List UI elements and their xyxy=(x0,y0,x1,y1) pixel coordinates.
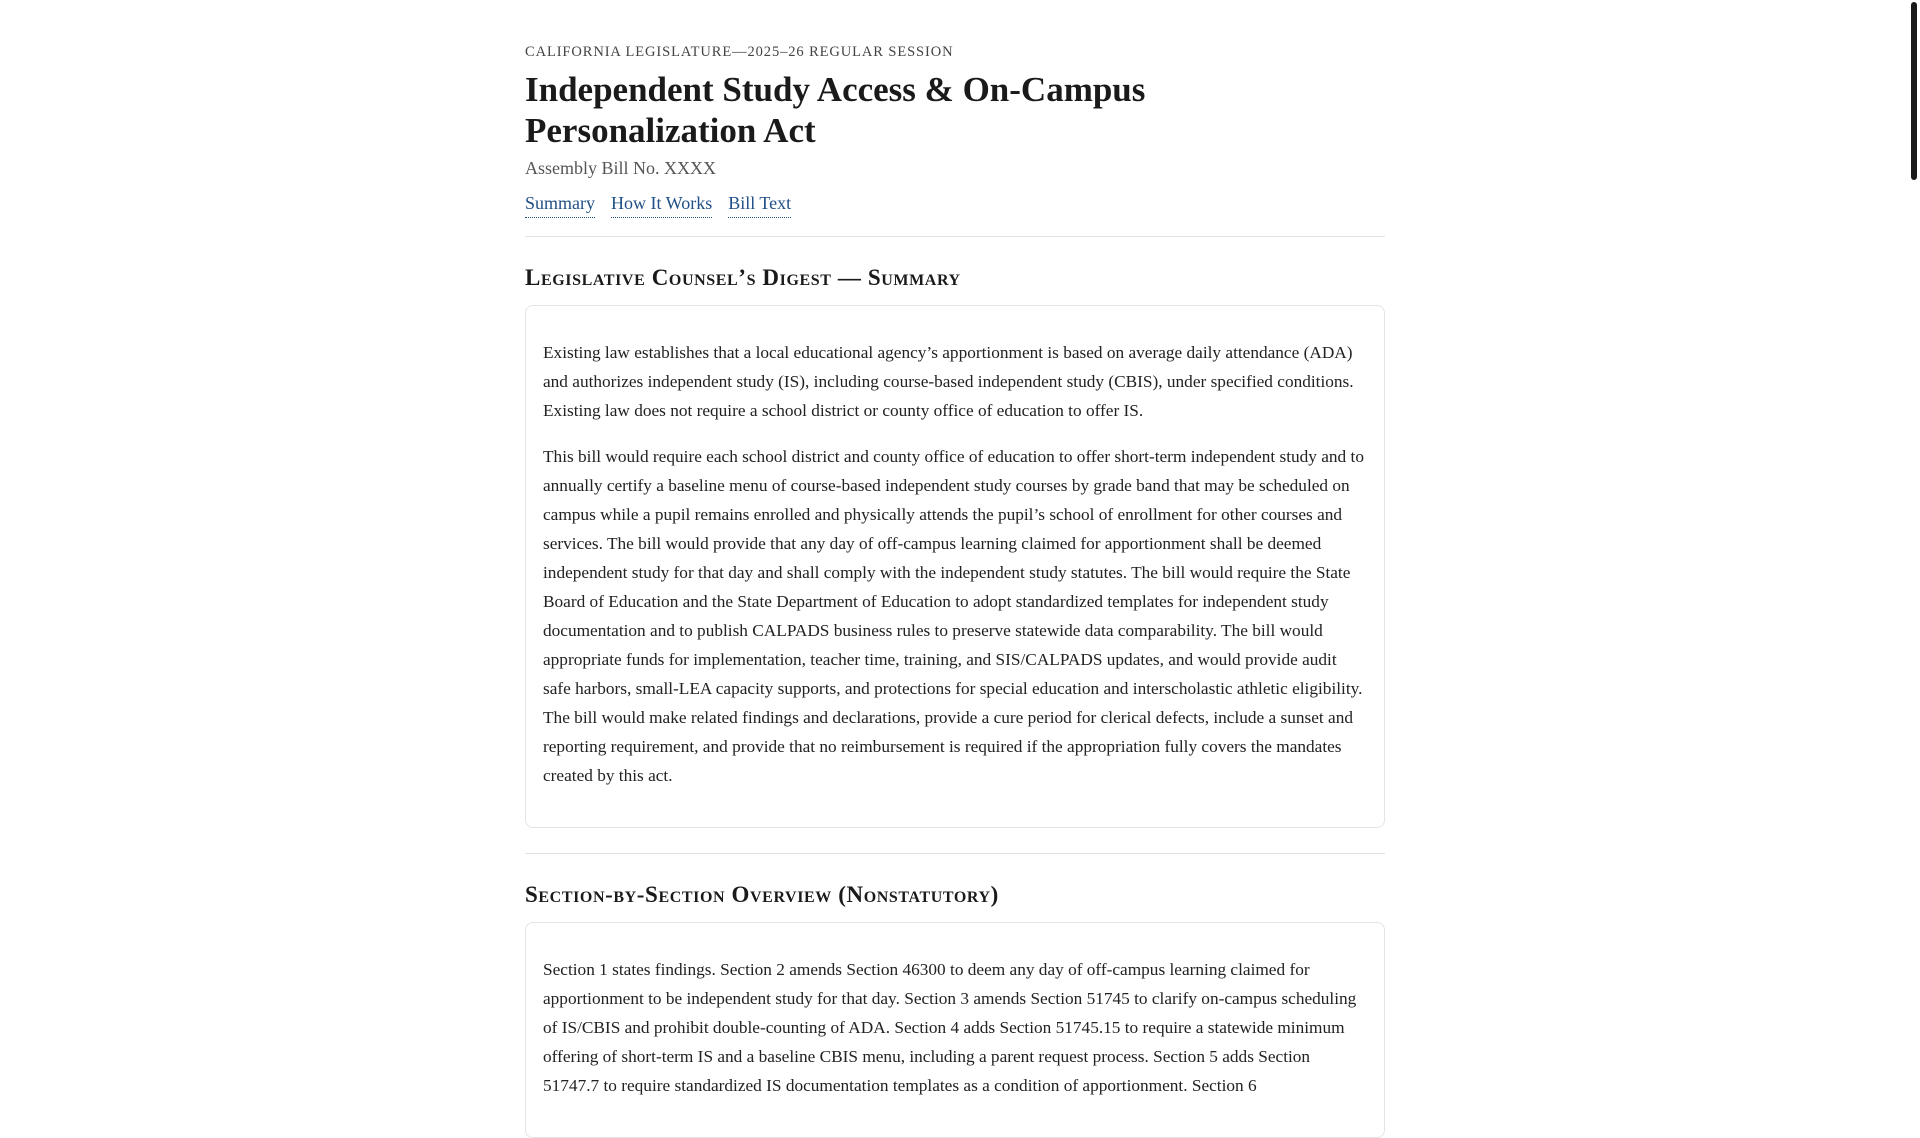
nav-link-bill-text[interactable]: Bill Text xyxy=(728,192,791,218)
digest-paragraph: This bill would require each school district and county office of education to offer short-term independent study and to annually certify a baseline menu of course-based independent study courses by grade band that may be scheduled on campus while a pupil remains enrolled and physically attends the pupil’s school of enrollment for other courses and services. The bill would provide that any day of off-campus learning claimed for apportionment shall be deemed independent study for that day and shall comply with the independent study statutes. The bill would require the State Board of Education and the State Department of Education to adopt standardized templates for independent study documentation and to publish CALPADS business rules to preserve statewide data comparability. The bill would appropriate funds for implementation, teacher time, training, and SIS/CALPADS updates, and would provide audit safe harbors, small-LEA capacity supports, and protections for special education and interscholastic athletic eligibility. The bill would make related findings and declarations, provide a cure period for clerical defects, include a sunset and reporting requirement, and provide that no reimbursement is required if the appropriation fully covers the mandates created by this act. xyxy=(543,447,1364,785)
page-scrollbar[interactable] xyxy=(1906,0,1920,1080)
section-nav xyxy=(525,192,1385,237)
nav-link-how-it-works[interactable]: How It Works xyxy=(611,192,712,218)
nav-link-summary[interactable]: Summary xyxy=(525,192,595,218)
page-title: Independent Study Access & On-Campus Personalization Act xyxy=(525,70,1146,150)
bill-page xyxy=(525,0,1385,1138)
bill-number: Assembly Bill No. XXXX xyxy=(525,158,717,178)
scrollbar-thumb[interactable] xyxy=(1911,2,1917,180)
digest-heading: Legislative Counsel’s Digest — Summary xyxy=(525,265,961,290)
overview-heading: Section-by-Section Overview (Nonstatutory) xyxy=(525,882,999,907)
overview-card xyxy=(525,922,1385,1138)
overview-paragraph: Section 1 states findings. Section 2 amends Section 46300 to deem any day of off-campus learning claimed for apportionment to be independent study for that day. Section 3 amends Section 51745 to clarify on-campus scheduling of IS/CBIS and prohibit double-counting of ADA. Section 4 adds Section 51745.15 to require a statewide minimum offering of short-term IS and a baseline CBIS menu, including a parent request process. Section 5 adds Section 51747.7 to require standardized IS documentation templates as a condition of apportionment. Section 6 xyxy=(543,960,1357,1095)
digest-paragraph: Existing law establishes that a local educational agency’s apportionment is based on average daily attendance (ADA) and authorizes independent study (IS), including course-based independent study (CBIS), under specified conditions. Existing law does not require a school district or county office of education to offer IS. xyxy=(543,343,1354,420)
digest-card xyxy=(525,305,1385,828)
section-divider xyxy=(525,853,1385,854)
session-label: CALIFORNIA LEGISLATURE—2025–26 REGULAR SESSION xyxy=(525,44,954,60)
